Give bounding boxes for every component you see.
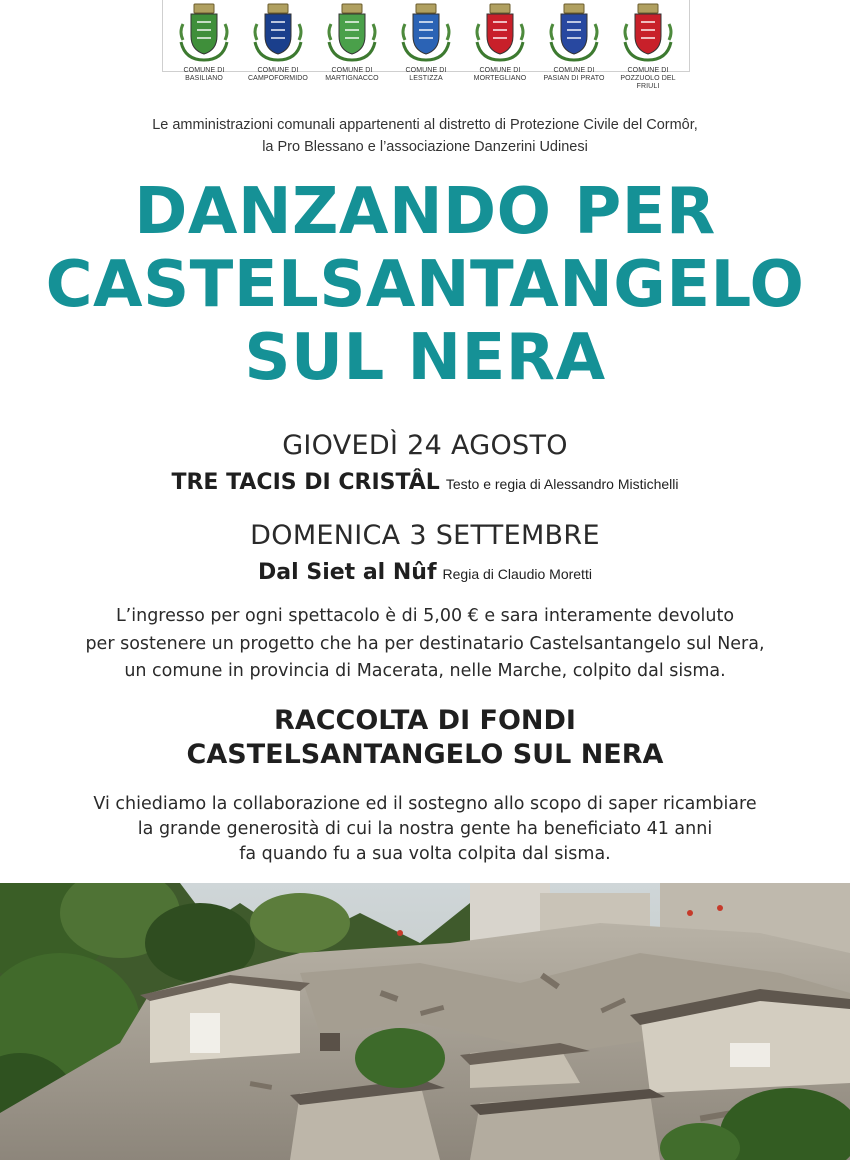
crest-label-line-2: MORTEGLIANO xyxy=(473,75,527,82)
entry-fee-paragraph xyxy=(0,603,850,686)
municipality-crest xyxy=(612,2,684,94)
crest-label-line-1: COMUNE DI xyxy=(257,67,299,74)
entry-line-1: L’ingresso per ogni spettacolo è di 5,00 € e sara interamente devoluto xyxy=(115,606,735,626)
crest-label-line-1: COMUNE DI xyxy=(183,67,225,74)
event-date-2: DOMENICA 3 SETTEMBRE xyxy=(250,520,600,551)
event-show-2 xyxy=(0,560,850,585)
coat-of-arms-icon xyxy=(545,2,603,62)
fundraising-line-2: CASTELSANTANGELO SUL NERA xyxy=(186,739,664,770)
appeal-line-1: Vi chiediamo la collaborazione ed il sostegno allo scopo di saper ricambiare xyxy=(93,794,757,814)
coat-of-arms-icon xyxy=(619,2,677,62)
crest-label xyxy=(612,67,684,91)
coat-of-arms-icon xyxy=(397,2,455,62)
appeal-line-2: la grande generosità di cui la nostra gente ha beneficiato 41 anni xyxy=(137,819,713,839)
crest-label xyxy=(325,67,378,83)
event-title xyxy=(0,176,850,395)
event-show-1 xyxy=(0,470,850,495)
coat-of-arms-icon xyxy=(249,2,307,62)
crest-label-line-2: POZZUOLO DEL FRIULI xyxy=(620,75,676,90)
appeal-line-3: fa quando fu a sua volta colpita dal sisma. xyxy=(239,844,611,864)
organizers-intro xyxy=(0,114,850,158)
crest-label-line-2: MARTIGNACCO xyxy=(325,75,379,82)
crest-label-line-1: COMUNE DI xyxy=(331,67,373,74)
crest-label xyxy=(406,67,447,83)
crest-label-line-2: CAMPOFORMIDO xyxy=(248,75,308,82)
fundraising-line-1: RACCOLTA DI FONDI xyxy=(274,705,576,736)
show-credit-2: Regia di Claudio Moretti xyxy=(442,566,592,582)
municipality-crest xyxy=(538,2,610,94)
crest-label-line-1: COMUNE DI xyxy=(405,67,447,74)
event-date-1: GIOVEDÌ 24 AGOSTO xyxy=(282,430,568,461)
crest-label-line-1: COMUNE DI xyxy=(553,67,595,74)
crest-label xyxy=(184,67,225,83)
municipality-crest xyxy=(316,2,388,94)
earthquake-ruins-photo xyxy=(0,883,850,1160)
entry-line-3: un comune in provincia di Macerata, nelle Marche, colpito dal sisma. xyxy=(124,661,726,681)
municipality-crests xyxy=(162,2,690,94)
coat-of-arms-icon xyxy=(175,2,233,62)
municipality-crest xyxy=(464,2,536,94)
title-line-2: CASTELSANTANGELO xyxy=(45,248,805,322)
ruins-illustration xyxy=(0,883,850,1160)
crest-label-line-1: COMUNE DI xyxy=(627,67,669,74)
title-line-1: DANZANDO PER xyxy=(134,175,716,249)
coat-of-arms-icon xyxy=(471,2,529,62)
intro-line-2: la Pro Blessano e l’associazione Danzerini Udinesi xyxy=(262,139,588,155)
municipality-crest xyxy=(242,2,314,94)
municipality-crest xyxy=(168,2,240,94)
entry-line-2: per sostenere un progetto che ha per destinatario Castelsantangelo sul Nera, xyxy=(85,633,765,654)
fundraising-heading xyxy=(0,704,850,772)
appeal-paragraph xyxy=(0,792,850,867)
crest-label-line-1: COMUNE DI xyxy=(479,67,521,74)
municipality-crest xyxy=(390,2,462,94)
crest-label xyxy=(474,67,527,83)
show-credit-1: Testo e regia di Alessandro Mistichelli xyxy=(445,476,679,492)
crest-label xyxy=(248,67,308,83)
coat-of-arms-icon xyxy=(323,2,381,62)
show-title-1: TRE TACIS DI CRISTÂL xyxy=(171,470,440,495)
crest-label-line-2: PASIAN DI PRATO xyxy=(543,75,605,82)
intro-line-1: Le amministrazioni comunali appartenenti al distretto di Protezione Civile del Cormôr, xyxy=(152,117,698,133)
crest-label-line-2: BASILIANO xyxy=(185,75,223,82)
title-line-3: SUL NERA xyxy=(244,321,606,395)
show-title-2: Dal Siet al Nûf xyxy=(258,560,437,585)
crest-label xyxy=(543,67,604,83)
crest-label-line-2: LESTIZZA xyxy=(409,75,443,82)
